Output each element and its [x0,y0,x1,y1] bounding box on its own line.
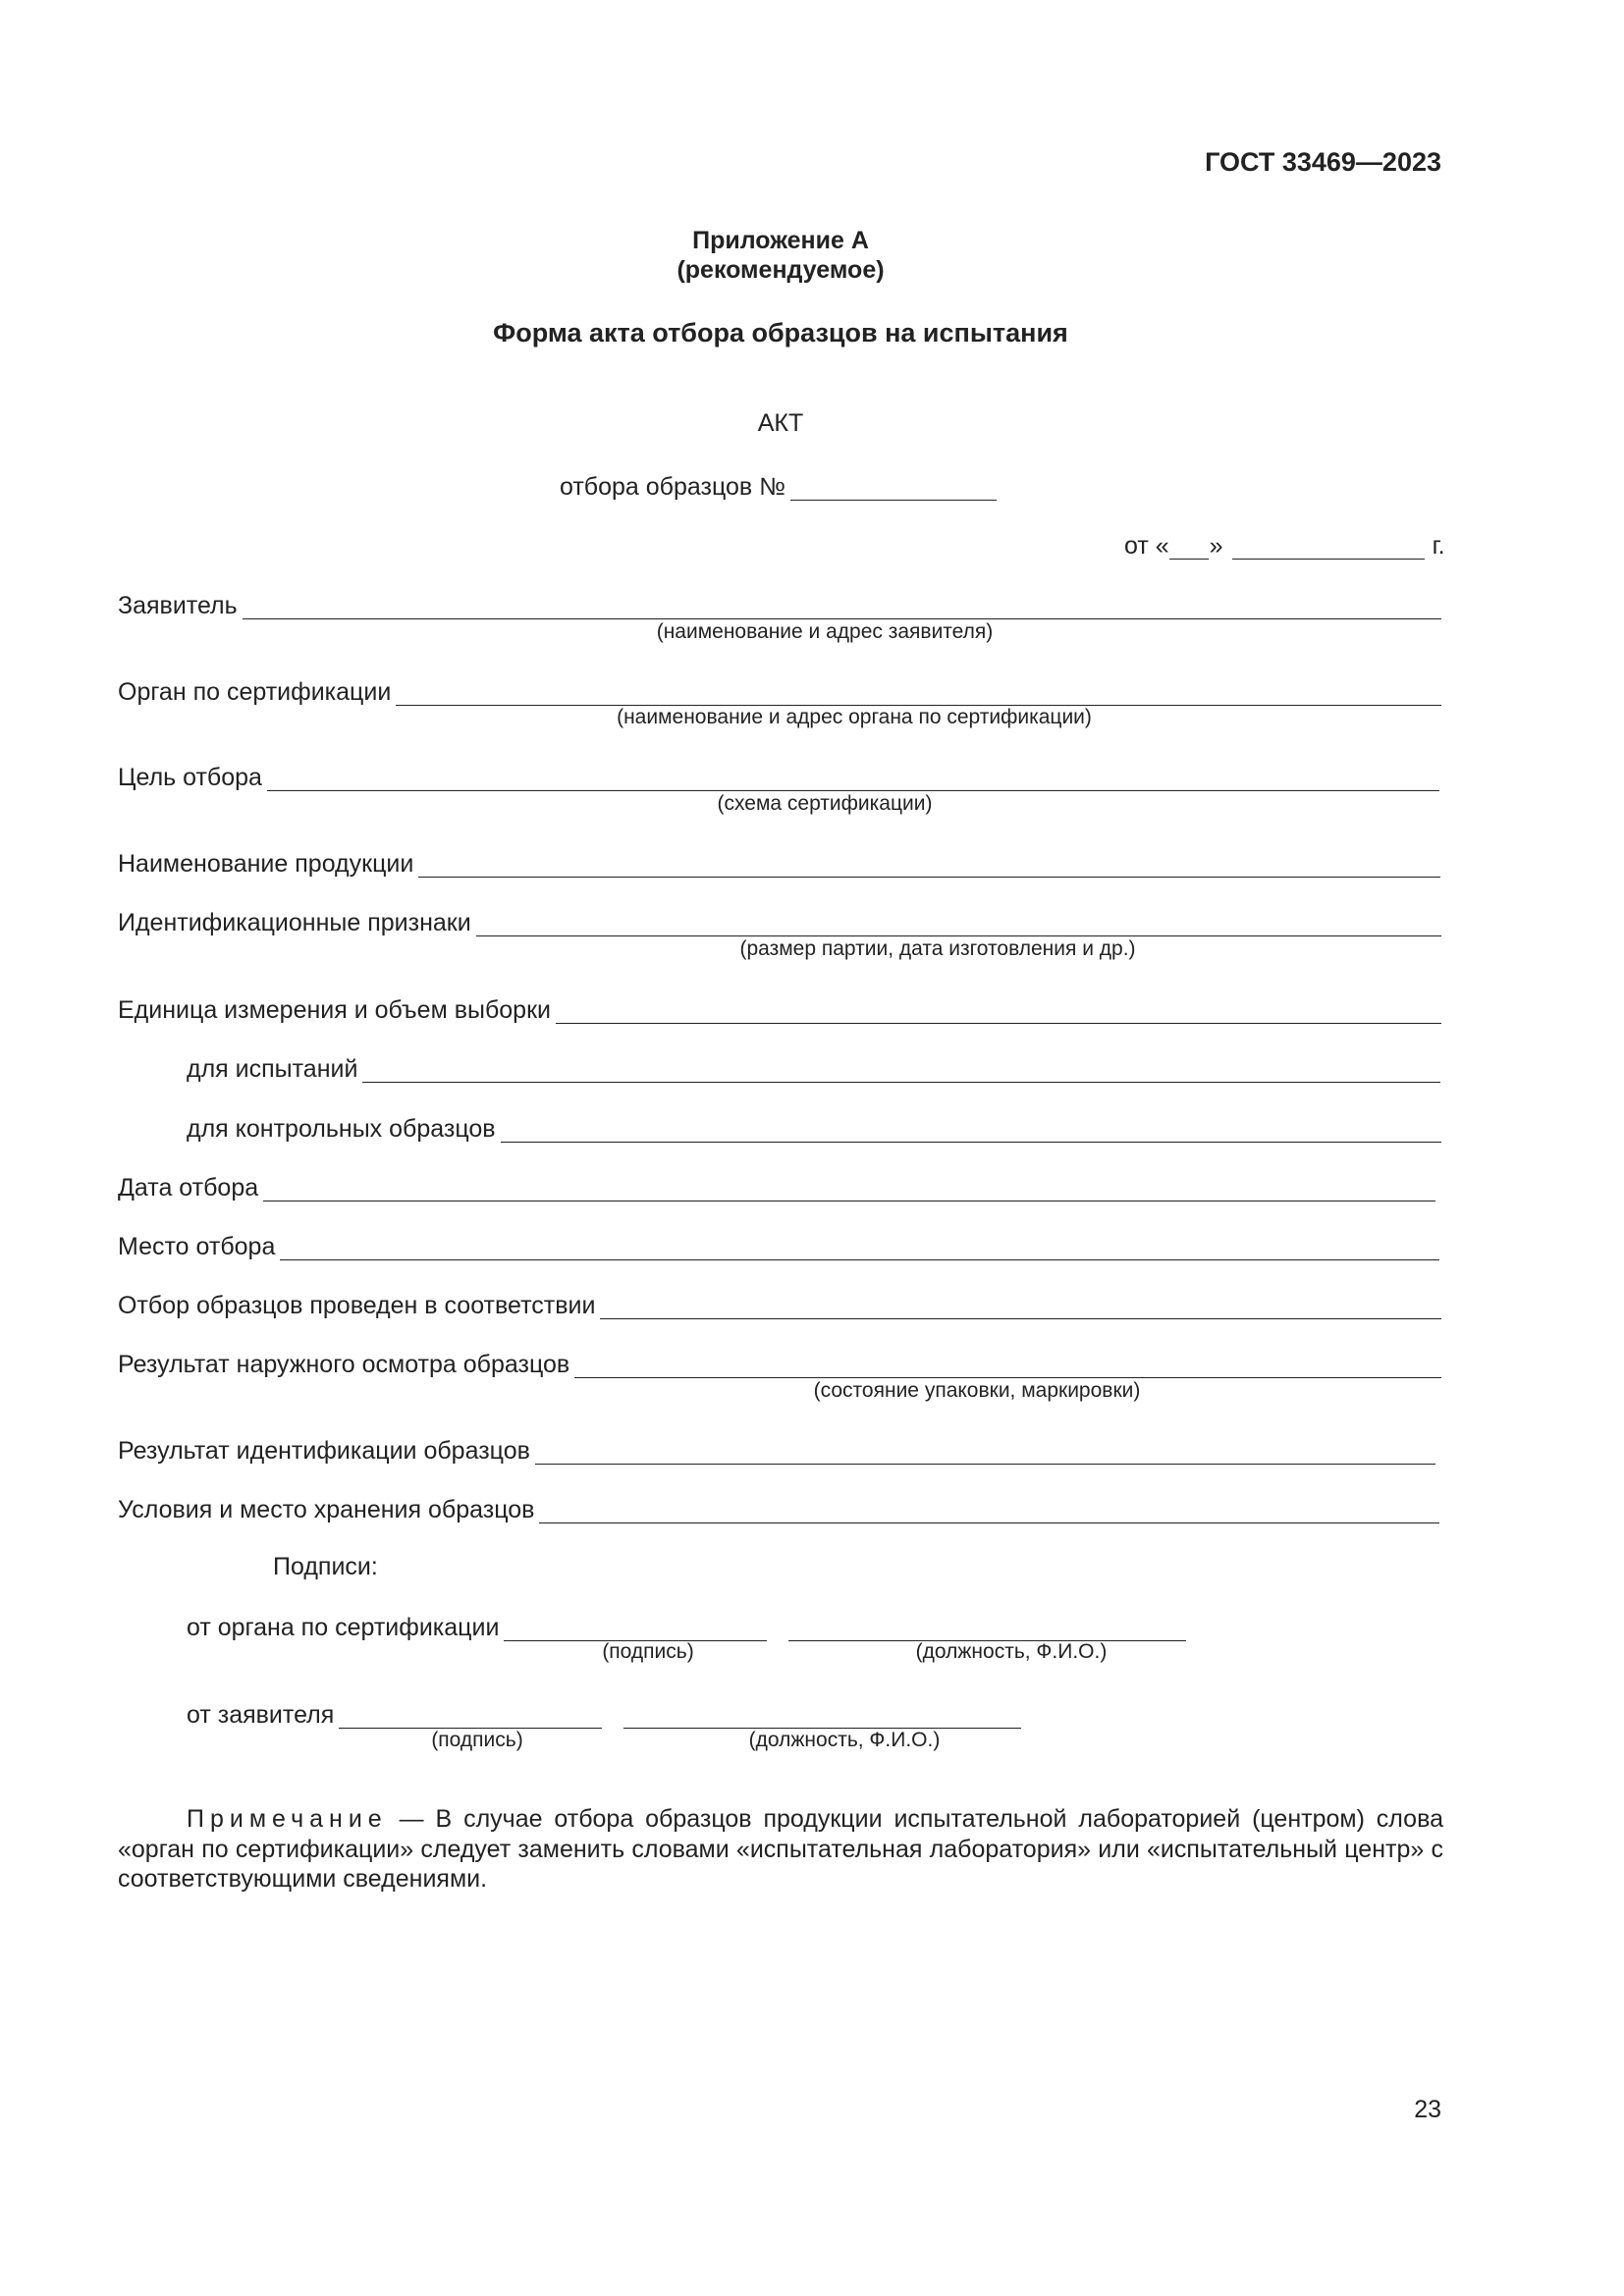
appendix-type: (рекомендуемое) [677,256,885,284]
field-unit-volume [118,992,1441,1024]
note-paragraph [118,1804,1443,1895]
field-label: для испытаний [187,1055,358,1083]
field-label: Единица измерения и объем выборки [118,996,551,1024]
signature-hint: (подпись) [602,1640,694,1663]
field-label: Заявитель [118,592,238,619]
position-hint: (должность, Ф.И.О.) [748,1729,941,1751]
field-blank[interactable] [362,1055,1440,1083]
field-hint: (наименование и адрес органа по сертификации) [617,706,1092,728]
field-hint: (размер партии, дата изготовления и др.) [739,937,1136,960]
act-date-row [1124,528,1445,560]
field-label: Результат наружного осмотра образцов [118,1351,570,1378]
date-close-quote: » [1209,532,1223,560]
appendix-title: Приложение А [692,227,869,254]
field-label: Отбор образцов проведен в соответствии [118,1292,596,1319]
field-blank[interactable] [476,909,1441,936]
field-blank[interactable] [263,1174,1435,1201]
date-year-label: г. [1432,532,1445,560]
field-identification-result [118,1433,1435,1465]
field-sampling-place [118,1229,1439,1260]
signature-applicant-row [187,1697,1021,1729]
field-blank[interactable] [539,1496,1439,1523]
field-for-testing [187,1051,1440,1083]
field-label: для контрольных образцов [187,1115,496,1143]
standard-number: ГОСТ 33469—2023 [1205,147,1441,177]
signature-hint: (подпись) [431,1729,523,1751]
field-sampling-date [118,1170,1435,1201]
field-label: Результат идентификации образцов [118,1437,530,1465]
field-label: Идентификационные признаки [118,909,471,936]
field-hint: (схема сертификации) [717,792,933,815]
field-blank[interactable] [574,1351,1441,1378]
signature-blank[interactable] [504,1614,767,1641]
field-blank[interactable] [535,1437,1435,1465]
field-blank[interactable] [418,850,1440,878]
signature-cert-body-row [187,1610,1186,1641]
position-blank[interactable] [623,1701,1021,1729]
signature-label: от органа по сертификации [187,1614,500,1641]
field-external-inspection [118,1347,1441,1378]
field-hint: (состояние упаковки, маркировки) [813,1379,1141,1402]
field-blank[interactable] [396,678,1441,706]
field-label: Место отбора [118,1233,276,1260]
act-number-label: отбора образцов № [560,473,785,501]
field-hint: (наименование и адрес заявителя) [656,620,994,643]
field-blank[interactable] [243,592,1441,619]
appendix-heading [118,226,1443,285]
field-applicant [118,588,1441,619]
note-text: — В случае отбора образцов продукции испытательной лабораторией (центром) слова «орган по сертификации» следует заменить словами «испытательная лаборатория» или «испытательный центр» с соответствующими сведениями. [118,1805,1443,1893]
form-title: Форма акта отбора образцов на испытания [493,318,1068,347]
field-control-samples [187,1111,1441,1143]
note-lead: Примечание [187,1805,388,1833]
field-product-name [118,846,1440,878]
field-label: Условия и место хранения образцов [118,1496,535,1523]
position-hint: (должность, Ф.И.О.) [915,1640,1108,1663]
field-certification-body [118,674,1441,706]
field-label: Цель отбора [118,764,262,791]
position-blank[interactable] [788,1614,1186,1641]
field-blank[interactable] [556,996,1441,1024]
signature-label: от заявителя [187,1701,335,1729]
act-title: АКТ [757,409,804,437]
field-blank[interactable] [600,1292,1441,1319]
signature-blank[interactable] [339,1701,602,1729]
field-label: Орган по сертификации [118,678,392,706]
act-number-row [560,469,997,501]
field-blank[interactable] [501,1115,1441,1143]
field-label: Дата отбора [118,1174,259,1201]
field-sampling-accordance [118,1288,1441,1319]
field-storage-conditions [118,1492,1439,1523]
page-number: 23 [1414,2096,1441,2123]
date-from-label: от « [1124,532,1169,560]
field-sampling-purpose [118,760,1439,791]
act-number-blank[interactable] [790,473,997,501]
field-blank[interactable] [280,1233,1439,1260]
date-month-blank[interactable] [1232,532,1425,560]
field-blank[interactable] [267,764,1439,791]
field-identification [118,905,1441,936]
field-label: Наименование продукции [118,850,414,878]
signatures-heading: Подписи: [273,1553,378,1580]
date-day-blank[interactable] [1169,532,1209,560]
